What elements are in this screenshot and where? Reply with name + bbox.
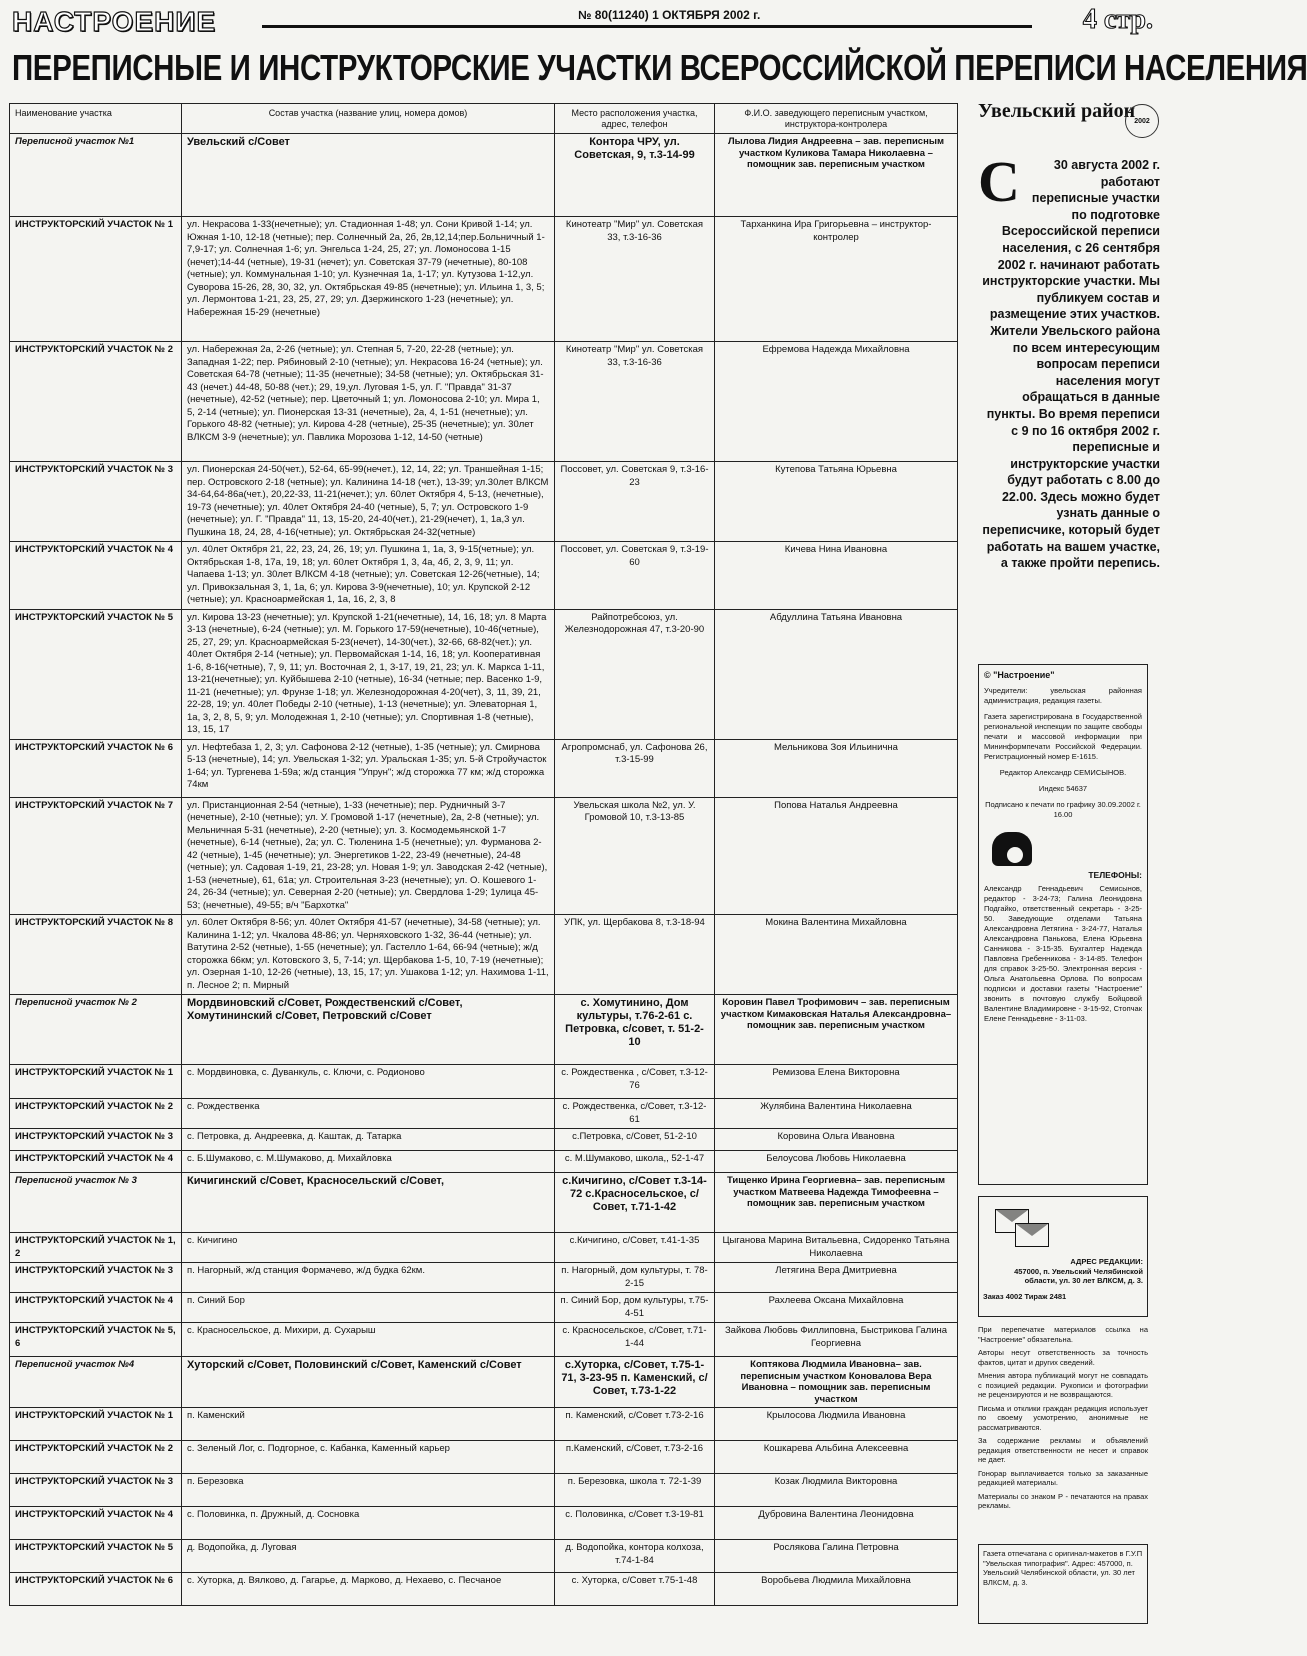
- district-head: Ефремова Надежда Михайловна: [715, 342, 958, 462]
- district-location: с.Кичигино, с/Совет, т.41-1-35: [555, 1233, 715, 1263]
- instructor-district-row: [10, 1263, 958, 1293]
- note: Гонорар выплачивается только за заказанные редакцией материалы.: [978, 1468, 1148, 1487]
- district-head: Козак Людмила Викторовна: [715, 1474, 958, 1507]
- header-place: Место расположения участка, адрес, телефон: [555, 104, 715, 134]
- district-location: Поссовет, ул. Советская 9, т.3-16-23: [555, 462, 715, 542]
- district-composition: с. Мордвиновка, с. Дуванкуль, с. Ключи, с. Родионово: [182, 1065, 555, 1099]
- page-headline: ПЕРЕПИСНЫЕ И ИНСТРУКТОРСКИЕ УЧАСТКИ ВСЕРОССИЙСКОЙ ПЕРЕПИСИ НАСЕЛЕНИЯ: [12, 47, 1307, 88]
- instructor-district-row: [10, 1573, 958, 1606]
- district-location: Поссовет, ул. Советская 9, т.3-19-60: [555, 542, 715, 610]
- district-composition: п. Синий Бор: [182, 1293, 555, 1323]
- district-head: Ремизова Елена Викторовна: [715, 1065, 958, 1099]
- district-name: ИНСТРУКТОРСКИЙ УЧАСТОК № 2: [10, 342, 182, 462]
- district-composition: Увельский с/Совет: [182, 134, 555, 217]
- intro-text: [978, 149, 1160, 572]
- district-head: Цыганова Марина Витальевна, Сидоренко Татьяна Николаевна: [715, 1233, 958, 1263]
- note: Авторы несут ответственность за точность фактов, цитат и других сведений.: [978, 1348, 1148, 1367]
- district-name: ИНСТРУКТОРСКИЙ УЧАСТОК № 1: [10, 1065, 182, 1099]
- drop-cap: С: [978, 149, 1020, 214]
- instructor-district-row: [10, 1474, 958, 1507]
- district-head: Коровин Павел Трофимович – зав. переписным участком Кимаковская Наталья Александровна– помощник зав. переписным участком: [715, 995, 958, 1065]
- district-head: Попова Наталья Андреевна: [715, 797, 958, 915]
- district-composition: ул. Пристанционная 2-54 (четные), 1-33 (нечетные); пер. Рудничный 3-7 (нечетные), 2-10 (четные); ул. У. Громовой 1-17 (нечетные), 2а, 2-8 (четные); ул. Мельничная 5-31 (нечетные), 2-20 (четные); ул. 3. Космодемьянской 1-7 (нечетные), 6-14 (четные), 2а; ул. С. Тюленина 1-5 (нечетные); ул. Фурманова 2-42 (четные), 1-45 (нечетные); ул. Энергетиков 1-22, 23-49 (нечетные), 24-48 (четные); ул. Садовая 1-19, 21, 23-28; ул. Новая 1-9; ул. Заводская 2-42 (четные), 1-53 (нечетные), 61, 61а; ул. Строительная 3-23 (нечетные); ул. О. Кошевого 1-24, 26-34 (четные); ул. Северная 2-20 (четные); ул. Свердлова 1-29; 1улица 45-53; (нечетные), 49-55; в/ч "Бархотка": [182, 797, 555, 915]
- district-head: Рахлеева Оксана Михайловна: [715, 1293, 958, 1323]
- masthead-rule: [262, 25, 1032, 28]
- instructor-district-row: [10, 1151, 958, 1173]
- printing-info: Газета отпечатана с оригинал-макетов в Г.У.П "Увельская типография". Адрес: 457000, п. Увельский Челябинской области, ул. 30 лет ВЛКСМ, д. 3.: [978, 1544, 1148, 1624]
- founders: Учредители: увельская районная администрация, редакция газеты.: [984, 686, 1142, 705]
- district-head: Жулябина Валентина Николаевна: [715, 1099, 958, 1129]
- district-name: ИНСТРУКТОРСКИЙ УЧАСТОК № 4: [10, 1151, 182, 1173]
- district-head: Мельникова Зоя Ильинична: [715, 739, 958, 797]
- district-location: Кинотеатр "Мир" ул. Советская 33, т.3-16-36: [555, 217, 715, 342]
- telephone-icon: [992, 832, 1032, 866]
- district-head: Тарханкина Ира Григорьевна – инструктор-контролер: [715, 217, 958, 342]
- district-composition: ул. 60лет Октября 8-56; ул. 40лет Октября 41-57 (нечетные), 34-58 (четные); ул. Калинина 1-12; ул. Чкалова 48-86; ул. Черняховского 1-32, 36-44 (четные); ул. Ватутина 2-52 (четные), 1-55 (нечетные); ул. Гастелло 1-64, 66-94 (четные); ж/д сторожка 66км; ул. Котовского 3, 5, 7-14; ул. Щербакова 1-5, 10, 7-19 (нечетные); ул. Озерная 1-10, 12-26 (четные), 13, 15, 17; ул. Ушакова 1-12; ул. Нахимова 1-11, п. Лесное 2; п. Мирный: [182, 915, 555, 995]
- district-composition: п. Нагорный, ж/д станция Формачево, ж/д будка 62км.: [182, 1263, 555, 1293]
- editor: Редактор Александр СЕМИСЫНОВ.: [999, 768, 1127, 777]
- district-location: с. М.Шумаково, школа,, 52-1-47: [555, 1151, 715, 1173]
- district-name: ИНСТРУКТОРСКИЙ УЧАСТОК № 7: [10, 797, 182, 915]
- district-name: ИНСТРУКТОРСКИЙ УЧАСТОК № 2: [10, 1099, 182, 1129]
- note: Мнения автора публикаций могут не совпадать с позицией редакции. Рукописи и фотографии не рецензируются и не возвращаются.: [978, 1371, 1148, 1399]
- instructor-district-row: [10, 1507, 958, 1540]
- census-district-row: [10, 1357, 958, 1408]
- note: Материалы со знаком Р - печатаются на правах рекламы.: [978, 1491, 1148, 1510]
- district-location: Увельская школа №2, ул. У. Громовой 10, т.3-13-85: [555, 797, 715, 915]
- district-head: Белоусова Любовь Николаевна: [715, 1151, 958, 1173]
- district-location: с.Хуторка, с/Совет, т.75-1-71, 3-23-95 п. Каменский, с/Совет, т.73-1-22: [555, 1357, 715, 1408]
- district-location: с. Хомутинино, Дом культуры, т.76-2-61 с. Петровка, с/совет, т. 51-2-10: [555, 995, 715, 1065]
- note: За содержание рекламы и объявлений редакция ответственности не несет и справок не дает.: [978, 1436, 1148, 1464]
- district-composition: с. Красносельское, д. Михири, д. Сухарыш: [182, 1323, 555, 1357]
- logo-year: 2002: [1134, 117, 1150, 125]
- district-head: Коровина Ольга Ивановна: [715, 1129, 958, 1151]
- instructor-district-row: [10, 1540, 958, 1573]
- instructor-district-row: [10, 217, 958, 342]
- instructor-district-row: [10, 1323, 958, 1357]
- instructor-district-row: [10, 915, 958, 995]
- district-location: п. Синий Бор, дом культуры, т.75-4-51: [555, 1293, 715, 1323]
- issue-date: № 80(11240) 1 ОКТЯБРЯ 2002 г.: [572, 8, 766, 22]
- envelope-icon: [995, 1209, 1053, 1251]
- census-district-row: [10, 134, 958, 217]
- district-location: д. Водопойка, контора колхоза, т.74-1-84: [555, 1540, 715, 1573]
- order-info: Заказ 4002 Тираж 2481: [983, 1291, 1067, 1301]
- instructor-district-row: [10, 1293, 958, 1323]
- district-name: ИНСТРУКТОРСКИЙ УЧАСТОК № 6: [10, 739, 182, 797]
- instructor-district-row: [10, 542, 958, 610]
- district-head: Дубровина Валентина Леонидовна: [715, 1507, 958, 1540]
- census-logo: [1125, 104, 1159, 138]
- district-composition: с. Рождественка: [182, 1099, 555, 1129]
- district-name: ИНСТРУКТОРСКИЙ УЧАСТОК № 4: [10, 1507, 182, 1540]
- district-name: ИНСТРУКТОРСКИЙ УЧАСТОК № 3: [10, 1474, 182, 1507]
- district-head: Летягина Вера Дмитриевна: [715, 1263, 958, 1293]
- district-composition: ул. Пионерская 24-50(чет.), 52-64, 65-99(нечет.), 12, 14, 22; ул. Траншейная 1-15; пер. Островского 2-18 (четные); ул. Калинина 14-18 (чет.), 13-39; ул.30лет ВЛКСМ 34-64,64-86а(чет.), 20,22-33, 11-21(нечет.); ул. 60лет Октября 4, 5-13, (нечетные), 19-73 (нечетные); ул. 40лет Октября 24-40 (четные), 5, 7; ул. Островского 1-9 (нечетные); ул. Г. "Правда" 11, 13, 15-20, 24-40(чет.), 21-29(нечет), 1, 1а,3 ул. Пушкина 18, 24, 28, 4-16(четные); ул. Октябрьская 24-32(четные): [182, 462, 555, 542]
- census-district-row: [10, 995, 958, 1065]
- district-name: ИНСТРУКТОРСКИЙ УЧАСТОК № 4: [10, 1293, 182, 1323]
- address-title: АДРЕС РЕДАКЦИИ:: [1070, 1257, 1143, 1266]
- district-composition: п. Каменский: [182, 1408, 555, 1441]
- registration: Газета зарегистрирована в Государственной региональной инспекции по защите свободы печати и массовой информации при Мининформпечати Российской Федерации. Регистрационный номер Е-1615.: [984, 712, 1142, 761]
- address-text: 457000, п. Увельский Челябинской области, ул. 30 лет ВЛКСМ, д. 3.: [1014, 1266, 1143, 1285]
- instructor-district-row: [10, 1065, 958, 1099]
- instructor-district-row: [10, 1099, 958, 1129]
- header-person: Ф.И.О. заведующего переписным участком, инструктора-контролера: [715, 104, 958, 134]
- editorial-address-box: [978, 1196, 1148, 1317]
- phones-list: Александр Геннадьевич Семисынов, редактор - 3-24-73; Галина Леонидовна Подгайко, ответственный секретарь - 3-25-50. Заведующие отделами Татьяна Александровна Летягина - 3-24-77, Наталья Александровна Панькова, Елена Юрьевна Санникова - 3-15-35. Бухгалтер Надежда Павловна Гребенникова - 3-14-85. Телефон для справок 3-25-50. Электронная версия - Ольга Анатольевна Орлова. По вопросам подписки и доставки газеты "Настроение" звонить в почтовую службу Бойцовой Валентине Владимировне - 3-15-92, Стопчак Елене Геннадьевне - 3-11-03.: [984, 884, 1142, 1023]
- district-name: Переписной участок №4: [10, 1357, 182, 1408]
- signed: Подписано к печати по графику 30.09.2002 г. 16.00: [985, 800, 1141, 819]
- district-name: ИНСТРУКТОРСКИЙ УЧАСТОК № 3: [10, 1263, 182, 1293]
- district-composition: ул. Набережная 2а, 2-26 (четные); ул. Степная 5, 7-20, 22-28 (четные); ул. Западная 1-22; пер. Рябиновый 2-10 (четные); ул. Некрасова 16-24 (четные); ул. Советская 64-78 (четные); 11-35 (нечетные); 34-58 (четные); ул. Октябрьская 31-43 (нечет.) 44-48, 50-88 (чет.); 29, 19,ул. Луговая 1-5, ул. Г. "Правда" 31-37 (нечетные), 42-52 (четные); пер. Цветочный 1; ул. Ломоносова 2-10; ул. Мира 1, 5, 2-14 (четные); ул. Пионерская 13-31 (нечетные), 2а, 4, 1-51 (нечетные); ул. Горького 48-82 (четные); ул. Кирова 4-28 (четные), 25-35 (нечетные); ул. 30лет ВЛКСМ 3-9 (нечетные); ул. Павлика Морозова 1-12, 14-50 (четные): [182, 342, 555, 462]
- instructor-district-row: [10, 1233, 958, 1263]
- district-location: с. Красносельское, с/Совет, т.71-1-44: [555, 1323, 715, 1357]
- header-composition: Состав участка (название улиц, номера домов): [182, 104, 555, 134]
- district-name: ИНСТРУКТОРСКИЙ УЧАСТОК № 3: [10, 1129, 182, 1151]
- district-name: Переписной участок № 3: [10, 1173, 182, 1233]
- note: Письма и отклики граждан редакция использует по своему усмотрению, анонимные не рассматриваются.: [978, 1403, 1148, 1432]
- district-location: п.Каменский, с/Совет, т.73-2-16: [555, 1441, 715, 1474]
- district-name: ИНСТРУКТОРСКИЙ УЧАСТОК № 1: [10, 217, 182, 342]
- district-name: ИНСТРУКТОРСКИЙ УЧАСТОК № 5, 6: [10, 1323, 182, 1357]
- district-composition: п. Березовка: [182, 1474, 555, 1507]
- district-name: ИНСТРУКТОРСКИЙ УЧАСТОК № 6: [10, 1573, 182, 1606]
- district-composition: Мордвиновский с/Совет, Рождественский с/Совет, Хомутининский с/Совет, Петровский с/Совет: [182, 995, 555, 1065]
- district-location: с.Кичигино, с/Совет т.3-14-72 с.Красносельское, с/ Совет, т.71-1-42: [555, 1173, 715, 1233]
- page-number: 4 стр.: [1082, 4, 1153, 35]
- copyright: © "Настроение": [984, 670, 1055, 680]
- note: При перепечатке материалов ссылка на "Настроение" обязательна.: [978, 1325, 1148, 1344]
- district-name: ИНСТРУКТОРСКИЙ УЧАСТОК № 3: [10, 462, 182, 542]
- district-head: Воробьева Людмила Михайловна: [715, 1573, 958, 1606]
- intro-body: 30 августа 2002 г. работают переписные участки по подготовке Всероссийской переписи населения, с 26 сентября 2002 г. начинают работать инструкторские участки. Мы публикуем состав и размещение этих участков. Жители Увельского района по всем интересующим вопросам переписи населения могут обращаться в данные пункты. Во время переписи с 9 по 16 октября 2002 г. переписные и инструкторские участки будут работать с 8.00 до 22.00. Здесь можно будет узнать данные о переписчике, который будет работать на вашем участке, а также пройти перепись.: [982, 158, 1160, 571]
- district-head: Кичева Нина Ивановна: [715, 542, 958, 610]
- instructor-district-row: [10, 1408, 958, 1441]
- district-composition: с. Б.Шумаково, с. М.Шумаково, д. Михайловка: [182, 1151, 555, 1173]
- notes: [978, 1325, 1148, 1515]
- instructor-district-row: [10, 609, 958, 739]
- district-composition: с. Хуторка, д. Вялково, д. Гагарье, д. Марково, д. Нехаево, с. Песчаное: [182, 1573, 555, 1606]
- district-head: Тищенко Ирина Георгиевна– зав. переписным участком Матвеева Надежда Тимофеевна – помощник зав. переписным участком: [715, 1173, 958, 1233]
- district-composition: с. Зеленый Лог, с. Подгорное, с. Кабанка, Каменный карьер: [182, 1441, 555, 1474]
- district-head: Коптякова Людмила Ивановна– зав. переписным участком Коновалова Вера Ивановна – помощник зав. переписным участком: [715, 1357, 958, 1408]
- district-composition: с. Кичигино: [182, 1233, 555, 1263]
- district-location: с. Рождественка , с/Совет, т.3-12-76: [555, 1065, 715, 1099]
- district-composition: ул. Кирова 13-23 (нечетные); ул. Крупской 1-21(нечетные), 14, 16, 18; ул. 8 Марта 3-13 (нечетные), 6-24 (четные); ул. М. Горького 17-59(нечетные), 10-46(четные), 25, 27, 29; ул. Красноармейская 5-23(нечет), 14-30(чет.), 32-66, 68-82(чет.); ул. 40лет Октября 2-14 (четные); ул. Первомайская 1-14, 16, 18; ул. Кооперативная 1-6, 8-16(четные), 7, 9, 11; ул. Восточная 2, 1, 3-17, 19, 21, 23; ул. К. Маркса 1-11, 13-21(нечетные); ул. Куйбышева 2-10 (четные), 16-34 (четные; пер. Васенко 1-9, 11-21 (нечетные); ул. Фрунзе 1-18; ул. Железнодорожная 4-20(чет), 3, 11, 39, 21, 22-28, 19; ул. 40лет Победы 2-10 (четные), 1-13 (нечетные); ул. Элеваторная 1, 1а, 3, 2, 8, 5, 9; ул. Молодежная 1, 2-10 (четные); ул. Спортивная 1-8 (четные), 13, 15, 17: [182, 609, 555, 739]
- district-composition: с. Половинка, п. Дружный, д. Сосновка: [182, 1507, 555, 1540]
- district-name: ИНСТРУКТОРСКИЙ УЧАСТОК № 2: [10, 1441, 182, 1474]
- district-location: с. Хуторка, с/Совет т.75-1-48: [555, 1573, 715, 1606]
- district-composition: Кичигинский с/Совет, Красносельский с/Совет,: [182, 1173, 555, 1233]
- phones-title: ТЕЛЕФОНЫ:: [1088, 870, 1142, 880]
- district-head: Мокина Валентина Михайловна: [715, 915, 958, 995]
- district-location: п. Березовка, школа т. 72-1-39: [555, 1474, 715, 1507]
- district-composition: Хуторский с/Совет, Половинский с/Совет, Каменский с/Совет: [182, 1357, 555, 1408]
- district-name: ИНСТРУКТОРСКИЙ УЧАСТОК № 5: [10, 609, 182, 739]
- district-composition: ул. 40лет Октября 21, 22, 23, 24, 26, 19; ул. Пушкина 1, 1а, 3, 9-15(четные); ул. Октябрьская 1-8, 17а, 19, 18; ул. 60лет Октября 1, 3, 4а, 4б, 2, 3, 9, 11; ул. Чапаева 1-13; ул. 30лет ВЛКСМ 4-18 (четные); ул. Советская 12-26(четные), 14; ул. Привокзальная 3, 1, 1а, 6; ул. Кирова 3-9(нечетные), 10; ул. Крупской 2-12 (четные); ул. Красноармейская 1, 1а, 16, 2, 3, 8: [182, 542, 555, 610]
- masthead: [12, 6, 1157, 38]
- newspaper-name: НАСТРОЕНИЕ: [12, 6, 217, 37]
- index: Индекс 54637: [1038, 784, 1088, 793]
- district-name: Переписной участок № 2: [10, 995, 182, 1065]
- district-location: с.Петровка, с/Совет, 51-2-10: [555, 1129, 715, 1151]
- district-composition: с. Петровка, д. Андреевка, д. Каштак, д. Татарка: [182, 1129, 555, 1151]
- district-composition: ул. Нефтебаза 1, 2, 3; ул. Сафонова 2-12 (четные), 1-35 (четные); ул. Смирнова 5-13 (нечетные), 14; ул. Увельская 1-32; ул. Уральская 1-35; ул. 5-й Стройучасток 1-64; ул. Тургенева 1-59а; ж/д станция "Упрун"; ж/д сторожка 77 км; ж/д сторожка 74км: [182, 739, 555, 797]
- instructor-district-row: [10, 797, 958, 915]
- district-location: Контора ЧРУ, ул. Советская, 9, т.3-14-99: [555, 134, 715, 217]
- district-head: Кутепова Татьяна Юрьевна: [715, 462, 958, 542]
- district-title: Увельский район: [978, 100, 1136, 122]
- district-name: ИНСТРУКТОРСКИЙ УЧАСТОК № 4: [10, 542, 182, 610]
- census-district-row: [10, 1173, 958, 1233]
- district-composition: ул. Некрасова 1-33(нечетные); ул. Стадионная 1-48; ул. Сони Кривой 1-14; ул. Южная 1-10, 12-18 (четные); пер. Солнечный 2а, 2б, 2в,12,14;пер.Больничный 1-7,9-17; ул. Солнечная 1-6; ул. Энгельса 1-24, 25, 27; ул. Ломоносова 1-15 (нечет);14-44 (четные), 19-31 (нечет); ул. Советская 37-79 (нечетные), 80-108 (четные); ул. Коммунальная 1-10; ул. Кузнечная 1а, 1-17; ул. Кутузова 1-12,ул. Суворова 15-26, 28, 30, 32, ул. Октябрьская 49-85 (нечетные); ул. Ильина 1, 3, 5; ул. Лермонтова 1-21, 23, 25, 27, 29; ул. Дзержинского 1-23 (нечетные); ул. Набережная 15-29 (нечетные): [182, 217, 555, 342]
- header-name: Наименование участка: [10, 104, 182, 134]
- imprint-box: [978, 664, 1148, 1185]
- district-head: Рослякова Галина Петровна: [715, 1540, 958, 1573]
- table-header: [10, 104, 958, 134]
- table-body: [10, 134, 958, 1606]
- district-location: Кинотеатр "Мир" ул. Советская 33, т.3-16-36: [555, 342, 715, 462]
- district-location: п. Каменский, с/Совет т.73-2-16: [555, 1408, 715, 1441]
- district-location: с. Рождественка, с/Совет, т.3-12-61: [555, 1099, 715, 1129]
- district-head: Крылосова Людмила Ивановна: [715, 1408, 958, 1441]
- district-head: Абдуллина Татьяна Ивановна: [715, 609, 958, 739]
- district-location: Агропромснаб, ул. Сафонова 26, т.3-15-99: [555, 739, 715, 797]
- district-location: Райпотребсоюз, ул. Железнодорожная 47, т.3-20-90: [555, 609, 715, 739]
- district-name: ИНСТРУКТОРСКИЙ УЧАСТОК № 1, 2: [10, 1233, 182, 1263]
- district-name: ИНСТРУКТОРСКИЙ УЧАСТОК № 5: [10, 1540, 182, 1573]
- district-location: п. Нагорный, дом культуры, т. 78-2-15: [555, 1263, 715, 1293]
- district-location: УПК, ул. Щербакова 8, т.3-18-94: [555, 915, 715, 995]
- district-location: с. Половинка, с/Совет т.3-19-81: [555, 1507, 715, 1540]
- instructor-district-row: [10, 342, 958, 462]
- district-head: Зайкова Любовь Филлиповна, Быстрикова Галина Георгиевна: [715, 1323, 958, 1357]
- district-name: ИНСТРУКТОРСКИЙ УЧАСТОК № 1: [10, 1408, 182, 1441]
- district-name: ИНСТРУКТОРСКИЙ УЧАСТОК № 8: [10, 915, 182, 995]
- district-head: Лылова Лидия Андреевна – зав. переписным участком Куликова Тамара Николаевна – помощник зав. переписным участком: [715, 134, 958, 217]
- census-table: [9, 103, 958, 1606]
- instructor-district-row: [10, 739, 958, 797]
- instructor-district-row: [10, 1129, 958, 1151]
- district-name: Переписной участок №1: [10, 134, 182, 217]
- instructor-district-row: [10, 462, 958, 542]
- instructor-district-row: [10, 1441, 958, 1474]
- district-head: Кошкарева Альбина Алексеевна: [715, 1441, 958, 1474]
- district-composition: д. Водопойка, д. Луговая: [182, 1540, 555, 1573]
